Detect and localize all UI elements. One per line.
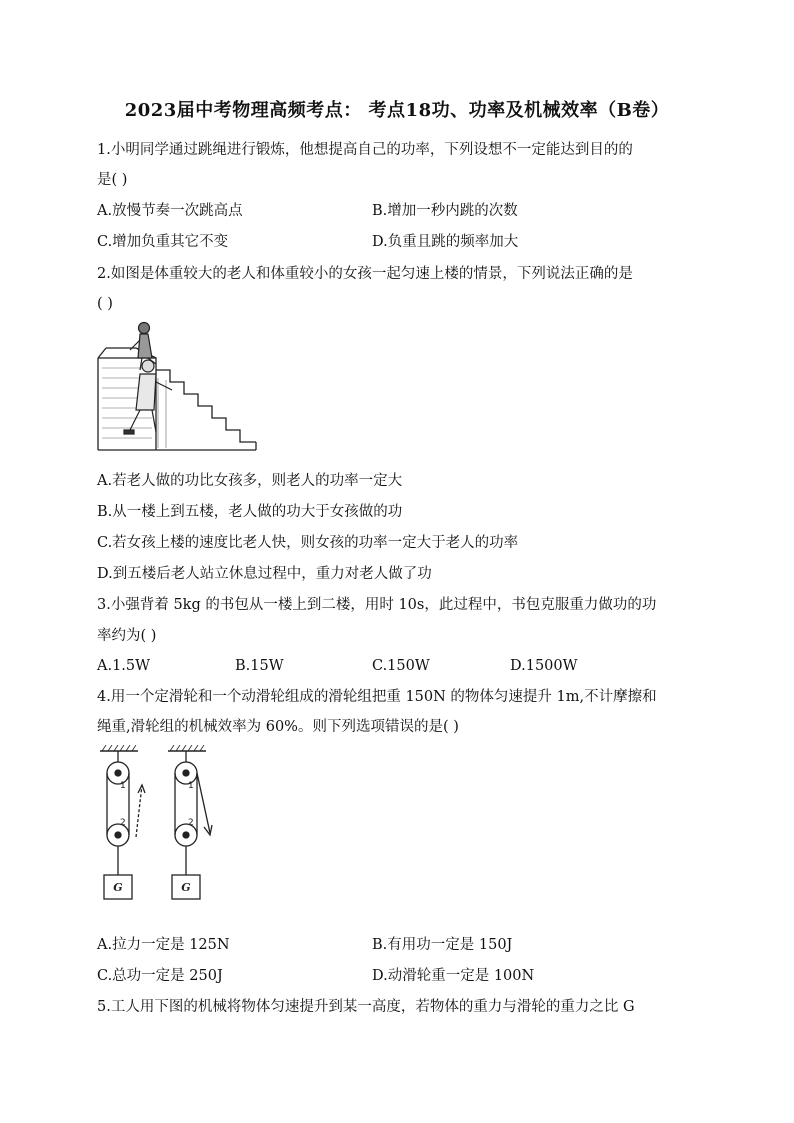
right-pulley-2-label: 2 — [188, 818, 194, 828]
q1-option-a: A.放慢节奏一次跳高点 — [97, 203, 243, 219]
q3-option-a: A.1.5W — [97, 658, 151, 674]
q1-option-b: B.增加一秒内跳的次数 — [372, 203, 518, 219]
q3-text-line1: 3.小强背着 5kg 的书包从一楼上到二楼，用时 10s，此过程中，书包克服重力做功的功 — [97, 597, 657, 613]
q1-option-c: C.增加负重其它不变 — [97, 234, 229, 250]
q4-option-d: D.动滑轮重一定是 100N — [372, 968, 535, 984]
left-weight-label: G — [113, 881, 123, 894]
q1-text-line1: 1.小明同学通过跳绳进行锻炼，他想提高自己的功率，下列设想不一定能达到目的的 — [97, 142, 633, 158]
q3-option-c: C.150W — [372, 658, 430, 674]
q4-option-a: A.拉力一定是 125N — [97, 937, 230, 953]
pulley-system-figure — [98, 745, 238, 905]
page-title: 2023届中考物理高频考点： 考点18功、功率及机械效率（B卷） — [124, 100, 670, 121]
q2-option-d: D.到五楼后老人站立休息过程中，重力对老人做了功 — [97, 566, 432, 582]
right-weight-label: G — [181, 881, 191, 894]
left-pulley-2-label: 2 — [120, 818, 126, 828]
right-pulley-1-label: 1 — [188, 781, 194, 791]
q2-text-line1: 2.如图是体重较大的老人和体重较小的女孩一起匀速上楼的情景，下列说法正确的是 — [97, 266, 633, 282]
q2-option-a: A.若老人做的功比女孩多，则老人的功率一定大 — [97, 473, 403, 489]
q4-text-line1: 4.用一个定滑轮和一个动滑轮组成的滑轮组把重 150N 的物体匀速提升 1m,不计摩擦和 — [97, 689, 657, 705]
q1-option-d: D.负重且跳的频率加大 — [372, 234, 519, 250]
q5-text-line1: 5.工人用下图的机械将物体匀速提升到某一高度，若物体的重力与滑轮的重力之比 G — [97, 999, 635, 1015]
q4-option-c: C.总功一定是 250J — [97, 968, 223, 984]
stairs-illustration — [96, 318, 264, 456]
q2-text-line2: ( ) — [97, 296, 113, 312]
q4-option-b: B.有用功一定是 150J — [372, 937, 513, 953]
q3-option-b: B.15W — [235, 658, 284, 674]
q2-option-c: C.若女孩上楼的速度比老人快，则女孩的功率一定大于老人的功率 — [97, 535, 519, 551]
q3-option-d: D.1500W — [510, 658, 578, 674]
q4-text-line2: 绳重,滑轮组的机械效率为 60%。则下列选项错误的是( ) — [97, 719, 459, 735]
left-pulley-1-label: 1 — [120, 781, 126, 791]
q2-option-b: B.从一楼上到五楼，老人做的功大于女孩做的功 — [97, 504, 403, 520]
q1-text-line2: 是( ) — [97, 172, 128, 188]
q3-text-line2: 率约为( ) — [97, 628, 157, 644]
